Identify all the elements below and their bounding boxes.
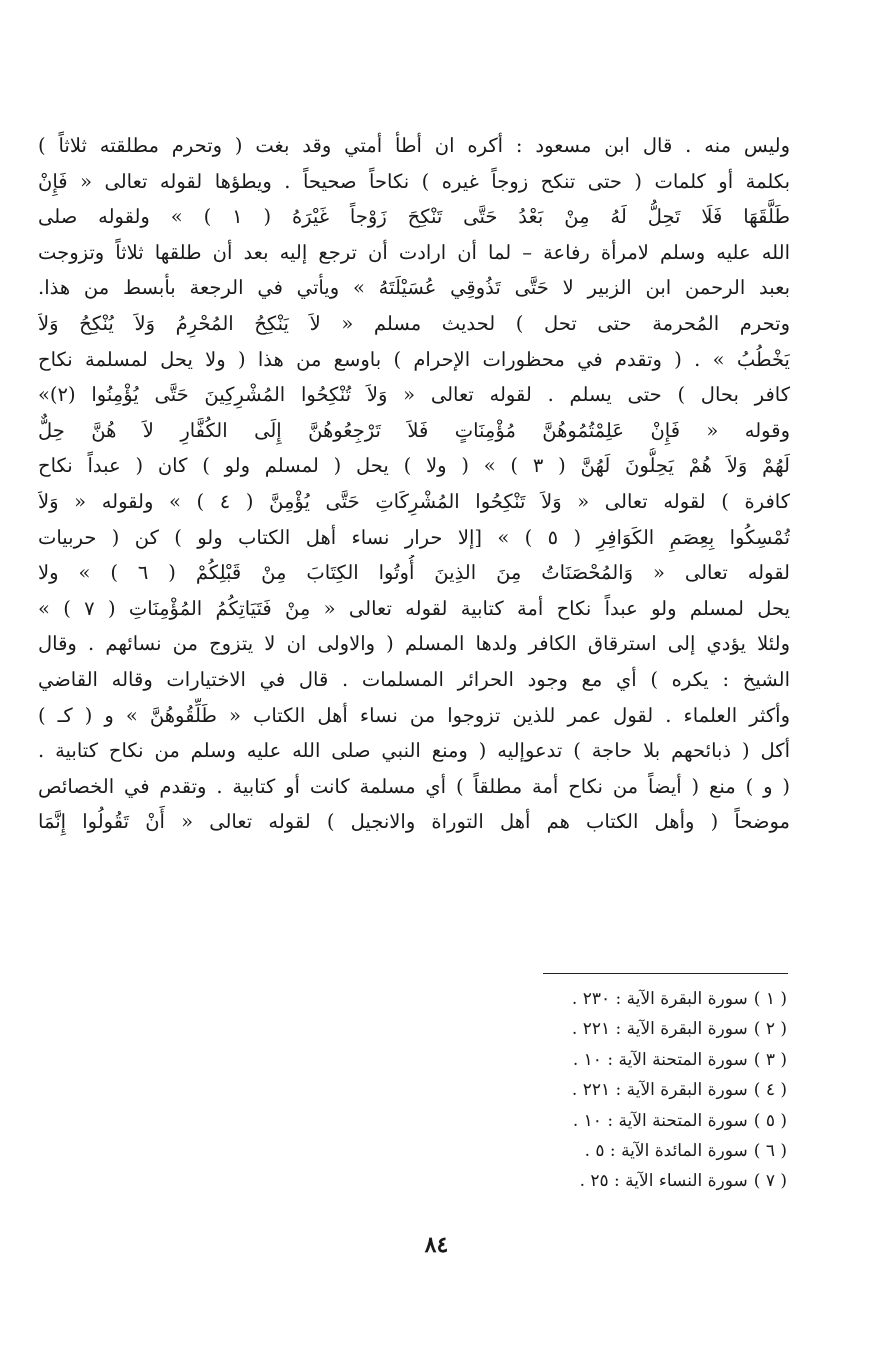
text-line: لقوله تعالى « وَالمُحْصَنَاتُ مِنَ الذِينَ أُوتُوا الكِتَابَ مِنْ قَبْلِكُمْ ( ٦ ) » ولا bbox=[38, 561, 790, 585]
footnote bbox=[487, 1106, 787, 1136]
text-line: موضحاً ( وأهل الكتاب هم أهل التوراة والانجيل ) لقوله تعالى « أَنْ تَقُولُوا إِنَّمَا bbox=[38, 810, 790, 834]
text-line: الشيخ : يكره ) أي مع وجود الحرائر المسلمات . قال في الاختيارات وقاله القاضي bbox=[38, 667, 790, 691]
footnote-divider bbox=[543, 973, 788, 974]
footnote-text: سورة المائدة الآية : ٥ . bbox=[584, 1140, 748, 1161]
footnote-number: ( ٢ ) bbox=[753, 1019, 787, 1040]
text-line: وقوله « فَإِنْ عَلِمْتُمُوهُنَّ مُؤْمِنَاتٍ فَلاَ تَرْجِعُوهُنَّ إِلَى الكُفَّارِ لاَ هُنَّ حِلٌّ bbox=[38, 418, 790, 442]
footnote bbox=[487, 1045, 787, 1075]
main-text-block bbox=[38, 128, 790, 840]
text-line: وأكثر العلماء . لقول عمر للذين تزوجوا من نساء أهل الكتاب « طَلِّقُوهُنَّ » و ( كـ ) bbox=[38, 703, 790, 727]
text-line: تُمْسِكُوا بِعِصَمِ الكَوَافِرِ ( ٥ ) » [إلا حرار نساء أهل الكتاب ولو ) كن ( حربيات bbox=[38, 525, 790, 549]
footnote-text: سورة المتحنة الآية : ١٠ . bbox=[572, 1049, 748, 1070]
text-line: طَلَّقَهَا فَلَا تَحِلُّ لَهُ مِنْ بَعْدُ حَتَّى تَنْكِحَ زَوْجاً غَيْرَهُ ( ١ ) » ولقوله صلى bbox=[38, 205, 790, 229]
text-line: بعبد الرحمن ابن الزبير لا حَتَّى تَذُوقِي عُسَيْلَتَهُ » ويأتي في الرجعة بأبسط من هذا. bbox=[38, 276, 790, 300]
footnote-number: ( ٥ ) bbox=[753, 1110, 787, 1131]
footnote bbox=[487, 984, 787, 1014]
footnote-text: سورة النساء الآية : ٢٥ . bbox=[579, 1171, 748, 1192]
footnote bbox=[487, 1166, 787, 1196]
footnote-number: ( ٧ ) bbox=[753, 1171, 787, 1192]
text-line: ( و ) منع ( أيضاً من نكاح أمة مطلقاً ) أي مسلمة كانت أو كتابية . وتقدم في الخصائص bbox=[38, 774, 790, 798]
text-line: ولئلا يؤدي إلى استرقاق الكافر ولدها المسلم ( والاولى ان لا يتزوج من نسائهم . وقال bbox=[38, 632, 790, 656]
text-line: لَهُمْ وَلاَ هُمْ يَحِلُّونَ لَهُنَّ ( ٣ ) » ( ولا ) يحل ( لمسلم ولو ) كان ( عبداً نكاح bbox=[38, 454, 790, 478]
text-line: كافر بحال ) حتى يسلم . لقوله تعالى « وَلاَ تُنْكِحُوا المُشْرِكِينَ حَتَّى يُؤْمِنُوا (٢)» bbox=[38, 383, 790, 407]
footnote-number: ( ٣ ) bbox=[753, 1049, 787, 1070]
footnote-text: سورة المتحنة الآية : ١٠ . bbox=[572, 1110, 748, 1131]
footnote-number: ( ٤ ) bbox=[753, 1080, 787, 1101]
text-line: كافرة ) لقوله تعالى « وَلاَ تَنْكِحُوا المُشْرِكَاتِ حَتَّى يُؤْمِنَّ ( ٤ ) » ولقوله « وَلاَ bbox=[38, 489, 790, 513]
text-line: وليس منه . قال ابن مسعود : أكره ان أطأ أمتي وقد بغت ( وتحرم مطلقته ثلاثاً ) bbox=[38, 134, 790, 157]
footnote bbox=[487, 1075, 787, 1105]
page-number: ٨٤ bbox=[424, 1232, 449, 1258]
footnote-text: سورة البقرة الآية : ٢٣٠ . bbox=[571, 989, 748, 1009]
footnote-text: سورة البقرة الآية : ٢٢١ . bbox=[571, 1080, 748, 1101]
footnote-number: ( ٦ ) bbox=[753, 1140, 787, 1161]
text-line: يحل لمسلم ولو عبداً نكاح أمة كتابية لقوله تعالى « مِنْ فَتَيَاتِكُمُ المُؤْمِنَاتِ ( ٧ ) » bbox=[38, 596, 790, 620]
text-line: يَخْطُبُ » . ( وتقدم في محظورات الإحرام ) باوسع من هذا ( ولا يحل لمسلمة نكاح bbox=[38, 347, 790, 371]
footnotes-list bbox=[487, 984, 787, 1197]
text-line: وتحرم المُحرمة حتى تحل ) لحديث مسلم « لاَ يَنْكِحُ المُحْرِمُ وَلاَ يُنْكِحُ وَلاَ bbox=[38, 311, 790, 335]
footnote-text: سورة البقرة الآية : ٢٢١ . bbox=[571, 1019, 748, 1040]
footnote-number: ( ١ ) bbox=[753, 989, 787, 1009]
footnote bbox=[487, 1136, 787, 1166]
text-line: بكلمة أو كلمات ( حتى تنكح زوجاً غيره ) نكاحاً صحيحاً . ويطؤها لقوله تعالى « فَإِنْ bbox=[38, 169, 790, 193]
text-line: الله عليه وسلم لامرأة رفاعة – لما أن ارادت أن ترجع إليه بعد أن طلقها ثلاثاً وتزوجت bbox=[38, 240, 790, 264]
text-line: أكل ( ذبائحهم بلا حاجة ) تدعوإليه ( ومنع النبي صلى الله عليه وسلم من نكاح كتابية . bbox=[38, 739, 790, 763]
footnote bbox=[487, 1014, 787, 1044]
